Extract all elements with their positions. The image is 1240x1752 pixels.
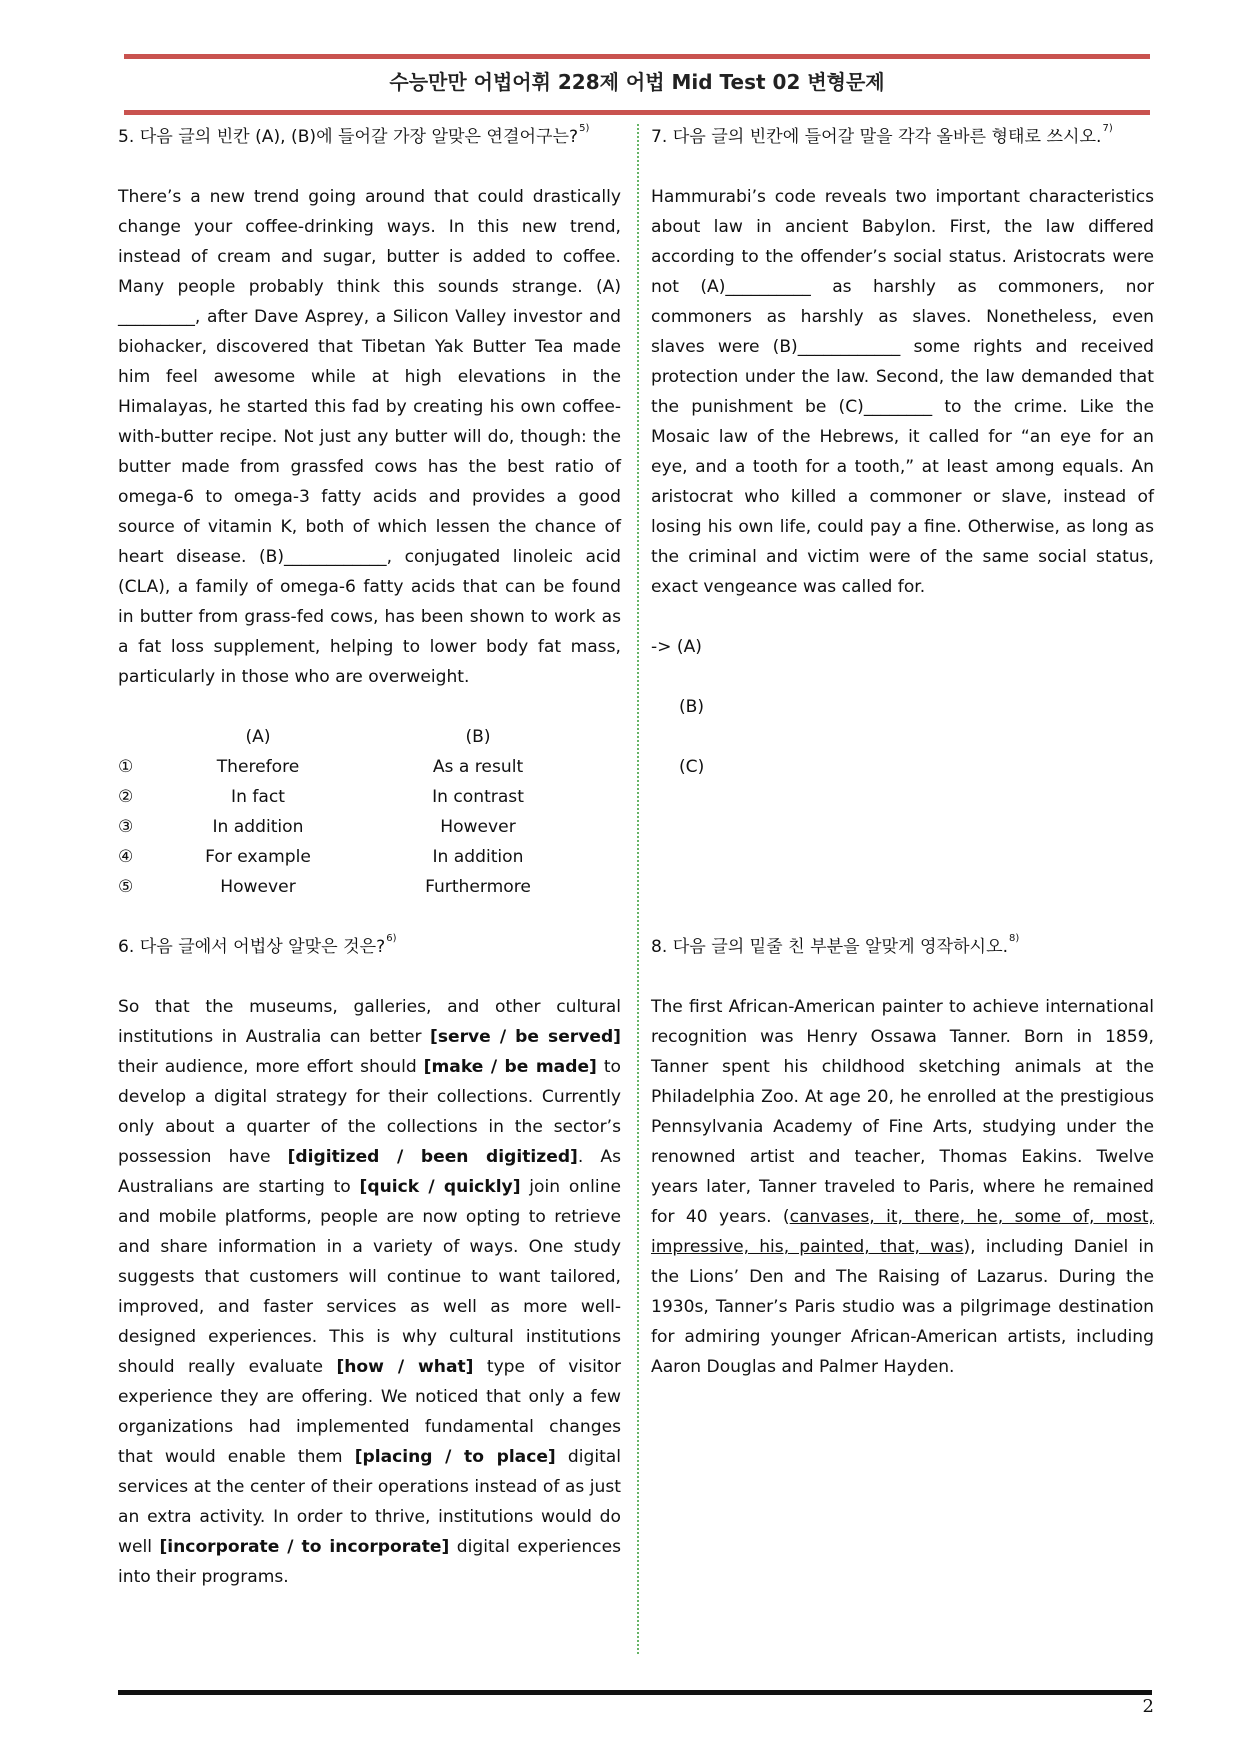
passage-text: digital services at the center of their operations instead of as just an extra activity. In order to thrive, institutions would do well — [118, 1447, 621, 1557]
choice-number: ② — [118, 787, 134, 807]
page-number: 2 — [1142, 1696, 1154, 1717]
grammar-option[interactable]: [serve / be served] — [430, 1027, 621, 1047]
passage-text: So that the museums, galleries, and other cultural institutions in Australia can better — [118, 997, 621, 1047]
grammar-option[interactable]: [incorporate / to incorporate] — [159, 1537, 450, 1557]
footnote-ref: 6) — [386, 933, 397, 944]
question-7-passage: Hammurabi’s code reveals two important characteristics about law in ancient Babylon. First, the law differed according to the offender’s social status. Aristocrats were not (A)__________ as harshly as commoners, nor commoners as harshly as slaves. Nonetheless, even slaves were (B)____________ some rights and received protection under the law. Second, the law demanded that the punishment be (C)________ to the crime. Like the Mosaic law of the Hebrews, it called for “an eye for an eye, and a tooth for a tooth,” at least among equals. An aristocrat who killed a commoner or slave, instead of losing his own life, could pay a fine. Otherwise, as long as the criminal and victim were of the same social status, exact vengeance was called for. — [651, 187, 1154, 597]
choice-row[interactable] — [118, 812, 613, 842]
choice-row[interactable] — [118, 752, 613, 782]
passage-text: The first African-American painter to achieve international recognition was Henry Ossawa Tanner. Born in 1859, Tanner spent his childhood sketching animals at the Philadelphia Zoo. At age 20, he enrolled at the prestigious Pennsylvania Academy of Fine Arts, studying under the renowned artist and teacher, Thomas Eakins. Twelve years later, Tanner traveled to Paris, where he remained for 40 years. ( — [651, 997, 1154, 1227]
footnote-ref: 8) — [1009, 933, 1020, 944]
column-divider — [637, 124, 639, 1654]
choice-row[interactable] — [118, 842, 613, 872]
choice-a: In addition — [212, 817, 304, 837]
left-column — [118, 122, 621, 1592]
column-a-label: (A) — [245, 727, 271, 747]
question-5-prompt — [118, 122, 621, 152]
question-6-passage — [118, 992, 621, 1592]
question-number: 7. — [651, 127, 668, 147]
question-number: 5. — [118, 127, 135, 147]
footnote-ref: 7) — [1102, 123, 1113, 134]
choice-b: As a result — [432, 757, 524, 777]
choice-b: In contrast — [432, 787, 524, 807]
passage-text: ), including Daniel in the Lions’ Den and The Raising of Lazarus. During the 1930s, Tanner’s Paris studio was a pilgrimage destination for admiring younger African-American artists, including Aaron Douglas and Palmer Hayden. — [651, 1237, 1154, 1377]
choice-number: ① — [118, 757, 134, 777]
answer-line-c[interactable]: (C) — [679, 757, 705, 777]
grammar-option[interactable]: [digitized / been digitized] — [287, 1147, 578, 1167]
choice-number: ③ — [118, 817, 134, 837]
question-8-prompt — [651, 932, 1154, 962]
choice-number: ④ — [118, 847, 134, 867]
page-title: 수능만만 어법어휘 228제 어법 Mid Test 02 변형문제 — [389, 70, 885, 94]
header-bottom-rule — [124, 110, 1150, 115]
grammar-option[interactable]: [quick / quickly] — [359, 1177, 521, 1197]
choice-b: However — [440, 817, 516, 837]
footer-rule — [118, 1690, 1152, 1695]
question-text: 다음 글의 빈칸 (A), (B)에 들어갈 가장 알맞은 연결어구는? — [139, 127, 579, 147]
question-text: 다음 글의 밑줄 친 부분을 알맞게 영작하시오. — [672, 937, 1009, 957]
choice-a: Therefore — [216, 757, 300, 777]
choice-a: For example — [205, 847, 311, 867]
column-b-label: (B) — [465, 727, 491, 747]
question-7-prompt — [651, 122, 1154, 152]
answer-line-b[interactable]: (B) — [679, 697, 705, 717]
passage-text: . As Australians are starting to — [118, 1147, 621, 1197]
passage-text: their audience, more effort should — [118, 1057, 424, 1077]
choices-header-row — [118, 722, 613, 752]
choice-row[interactable] — [118, 782, 613, 812]
header-top-rule — [124, 54, 1150, 59]
passage-text: join online and mobile platforms, people are now opting to retrieve and share information in a variety of ways. One study suggests that customers will continue to want tailored, improved, and faster services as well as more well-designed experiences. This is why cultural institutions should really evaluate — [118, 1177, 621, 1377]
question-6-prompt — [118, 932, 621, 962]
underlined-phrase: canvases, it, there, he, some of, most, impressive, his, painted, that, was — [651, 1207, 1154, 1257]
choice-number: ⑤ — [118, 877, 134, 897]
grammar-option[interactable]: [make / be made] — [423, 1057, 597, 1077]
passage-text: digital experiences into their programs. — [118, 1537, 621, 1587]
passage-text: type of visitor experience they are offering. We noticed that only a few organizations had implemented fundamental changes that would enable them — [118, 1357, 622, 1467]
choice-b: In addition — [432, 847, 524, 867]
question-5-passage: There’s a new trend going around that could drastically change your coffee-drinking ways. In this new trend, instead of cream and sugar, butter is added to coffee. Many people probably think this sounds strange. (A) _________, after Dave Asprey, a Silicon Valley investor and biohacker, discovered that Tibetan Yak Butter Tea made him feel awesome while at high elevations in the Himalayas, he started this fad by creating his own coffee-with-butter recipe. Not just any butter will do, though: the butter made from grassfed cows has the best ratio of omega-6 to omega-3 fatty acids and provides a good source of vitamin K, both of which lessen the chance of heart disease. (B)____________, conjugated linoleic acid (CLA), a family of omega-6 fatty acids that can be found in butter from grass-fed cows, has been shown to work as a fat loss supplement, helping to lower body fat mass, particularly in those who are overweight. — [118, 187, 621, 687]
choice-b: Furthermore — [425, 877, 531, 897]
grammar-option[interactable]: [placing / to place] — [354, 1447, 556, 1467]
question-number: 8. — [651, 937, 668, 957]
question-number: 6. — [118, 937, 135, 957]
question-8-passage — [651, 992, 1154, 1382]
answer-choices-table — [118, 722, 613, 902]
question-text: 다음 글의 빈칸에 들어갈 말을 각각 올바른 형태로 쓰시오. — [672, 127, 1102, 147]
choice-a: In fact — [231, 787, 285, 807]
footnote-ref: 5) — [579, 123, 590, 134]
choice-a: However — [220, 877, 296, 897]
choice-row[interactable] — [118, 872, 613, 902]
passage-text: to develop a digital strategy for their collections. Currently only about a quarter of the collections in the sector’s possession have — [118, 1057, 621, 1167]
right-column — [651, 122, 1154, 1382]
grammar-option[interactable]: [how / what] — [336, 1357, 474, 1377]
answer-line-a[interactable]: -> (A) — [651, 637, 702, 657]
question-text: 다음 글에서 어법상 알맞은 것은? — [139, 937, 386, 957]
